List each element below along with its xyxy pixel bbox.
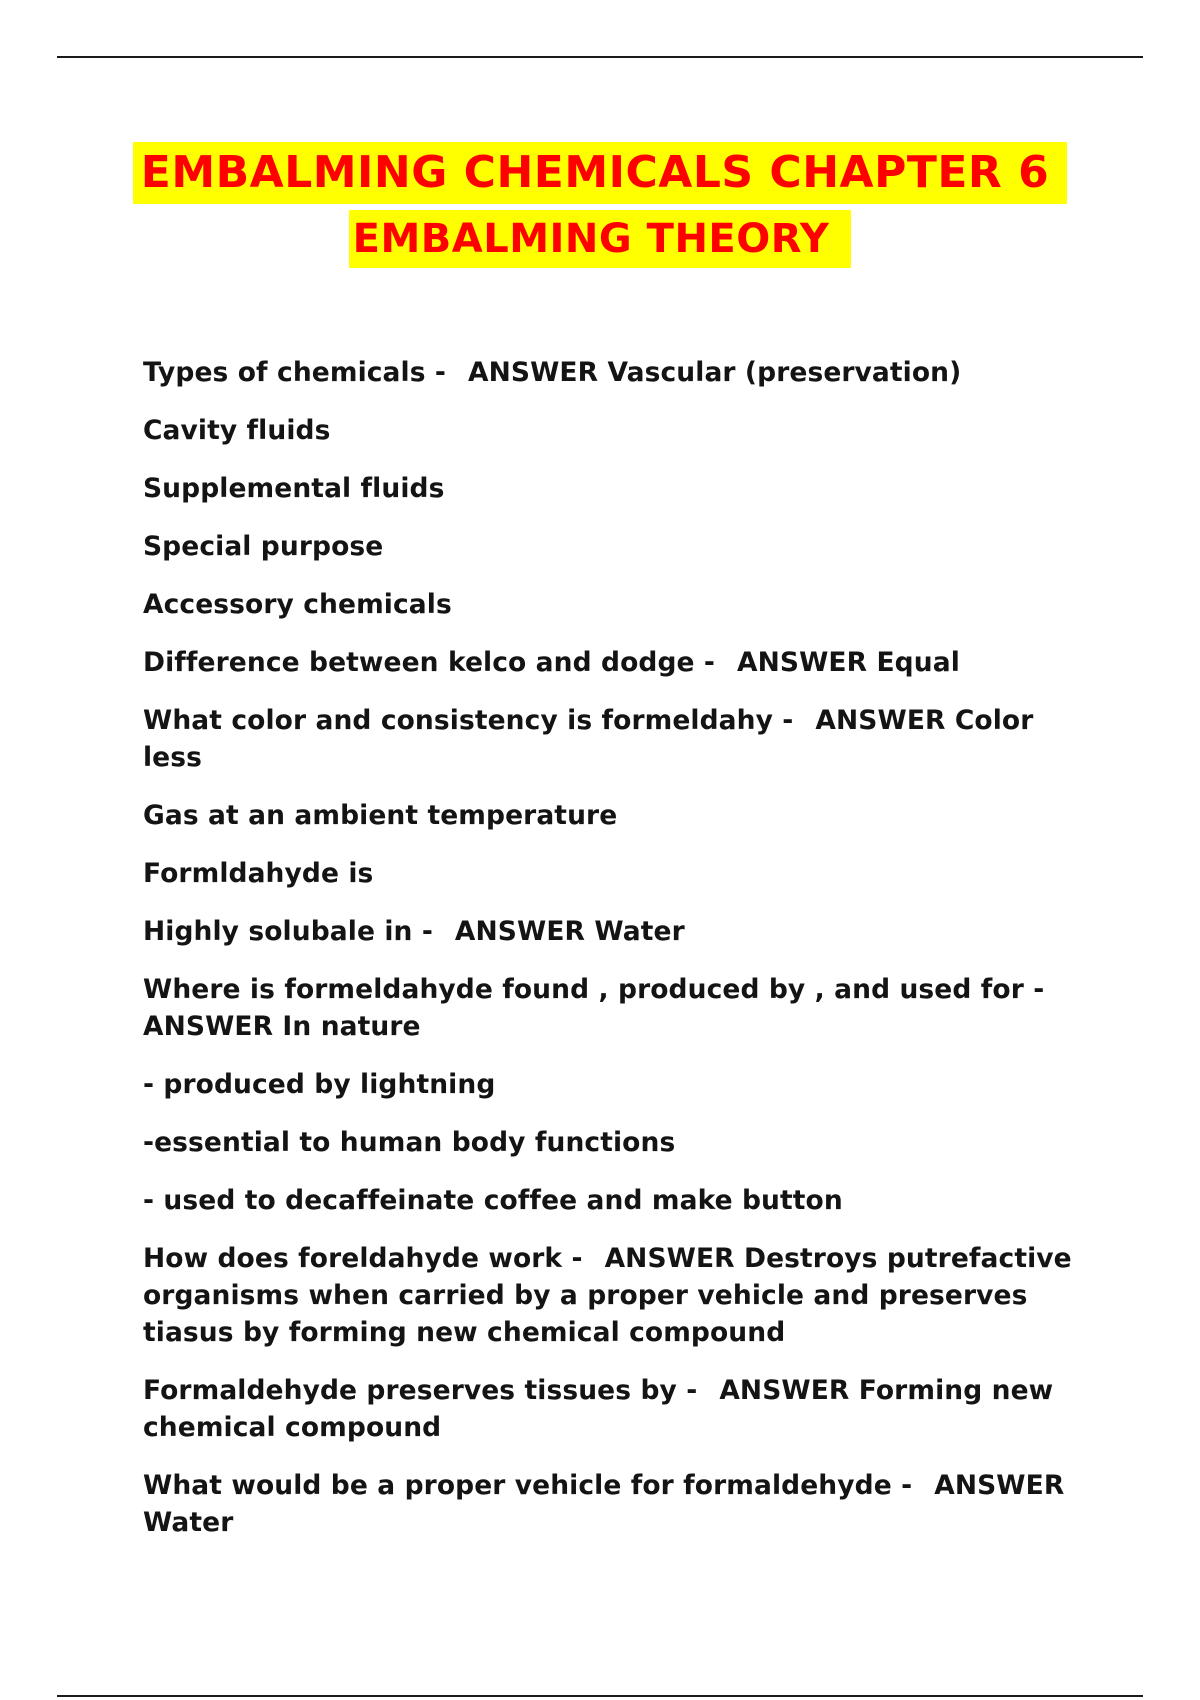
qa-line: [143, 412, 1093, 449]
document-title: EMBALMING CHEMICALS CHAPTER 6: [133, 142, 1067, 204]
qa-line: [143, 644, 1093, 681]
qa-line: [143, 971, 1093, 1045]
qa-line: [143, 354, 1093, 391]
question-text: Supplemental fluids: [143, 473, 445, 504]
title-block: [0, 142, 1200, 268]
qa-line: [143, 1182, 1093, 1219]
question-text: Formaldehyde preserves tissues by -: [143, 1375, 698, 1406]
question-text: - produced by lightning: [143, 1069, 496, 1100]
answer-text: ANSWER Color less: [143, 705, 1034, 773]
question-text: Formldahyde is: [143, 858, 374, 889]
qa-line: [143, 586, 1093, 623]
question-text: What would be a proper vehicle for formaldehyde -: [143, 1470, 913, 1501]
question-text: Gas at an ambient temperature: [143, 800, 618, 831]
qa-line: [143, 797, 1093, 834]
question-text: Cavity fluids: [143, 415, 331, 446]
question-text: Highly solubale in -: [143, 916, 433, 947]
question-text: -essential to human body functions: [143, 1127, 676, 1158]
qa-line: [143, 1066, 1093, 1103]
question-text: - used to decaffeinate coffee and make button: [143, 1185, 843, 1216]
qa-line: [143, 1240, 1093, 1351]
qa-line: [143, 1124, 1093, 1161]
question-text: Types of chemicals -: [143, 357, 447, 388]
question-text: Difference between kelco and dodge -: [143, 647, 716, 678]
top-rule: [57, 56, 1143, 58]
answer-text: ANSWER Vascular (preservation): [468, 357, 962, 388]
answer-text: ANSWER Forming new chemical compound: [143, 1375, 1054, 1443]
question-text: How does foreldahyde work -: [143, 1243, 583, 1274]
answer-text: ANSWER Equal: [737, 647, 960, 678]
question-text: Accessory chemicals: [143, 589, 452, 620]
qa-line: [143, 1467, 1093, 1541]
qa-line: [143, 528, 1093, 565]
bottom-rule: [57, 1695, 1143, 1697]
qa-line: [143, 470, 1093, 507]
answer-text: ANSWER Water: [143, 1470, 1065, 1538]
answer-text: ANSWER Water: [454, 916, 685, 947]
question-text: What color and consistency is formeldahy -: [143, 705, 794, 736]
answer-text: ANSWER In nature: [143, 1011, 421, 1042]
qa-line: [143, 855, 1093, 892]
qa-line: [143, 702, 1093, 776]
document-subtitle: EMBALMING THEORY: [349, 210, 852, 268]
question-text: Where is formeldahyde found , produced by , and used for -: [143, 974, 1045, 1005]
qa-line: [143, 913, 1093, 950]
qa-line: [143, 1372, 1093, 1446]
question-text: Special purpose: [143, 531, 384, 562]
answer-text: ANSWER Destroys putrefactive organisms when carried by a proper vehicle and preserves tiasus by forming new chemical compound: [143, 1243, 1072, 1348]
qa-content: [143, 354, 1093, 1562]
